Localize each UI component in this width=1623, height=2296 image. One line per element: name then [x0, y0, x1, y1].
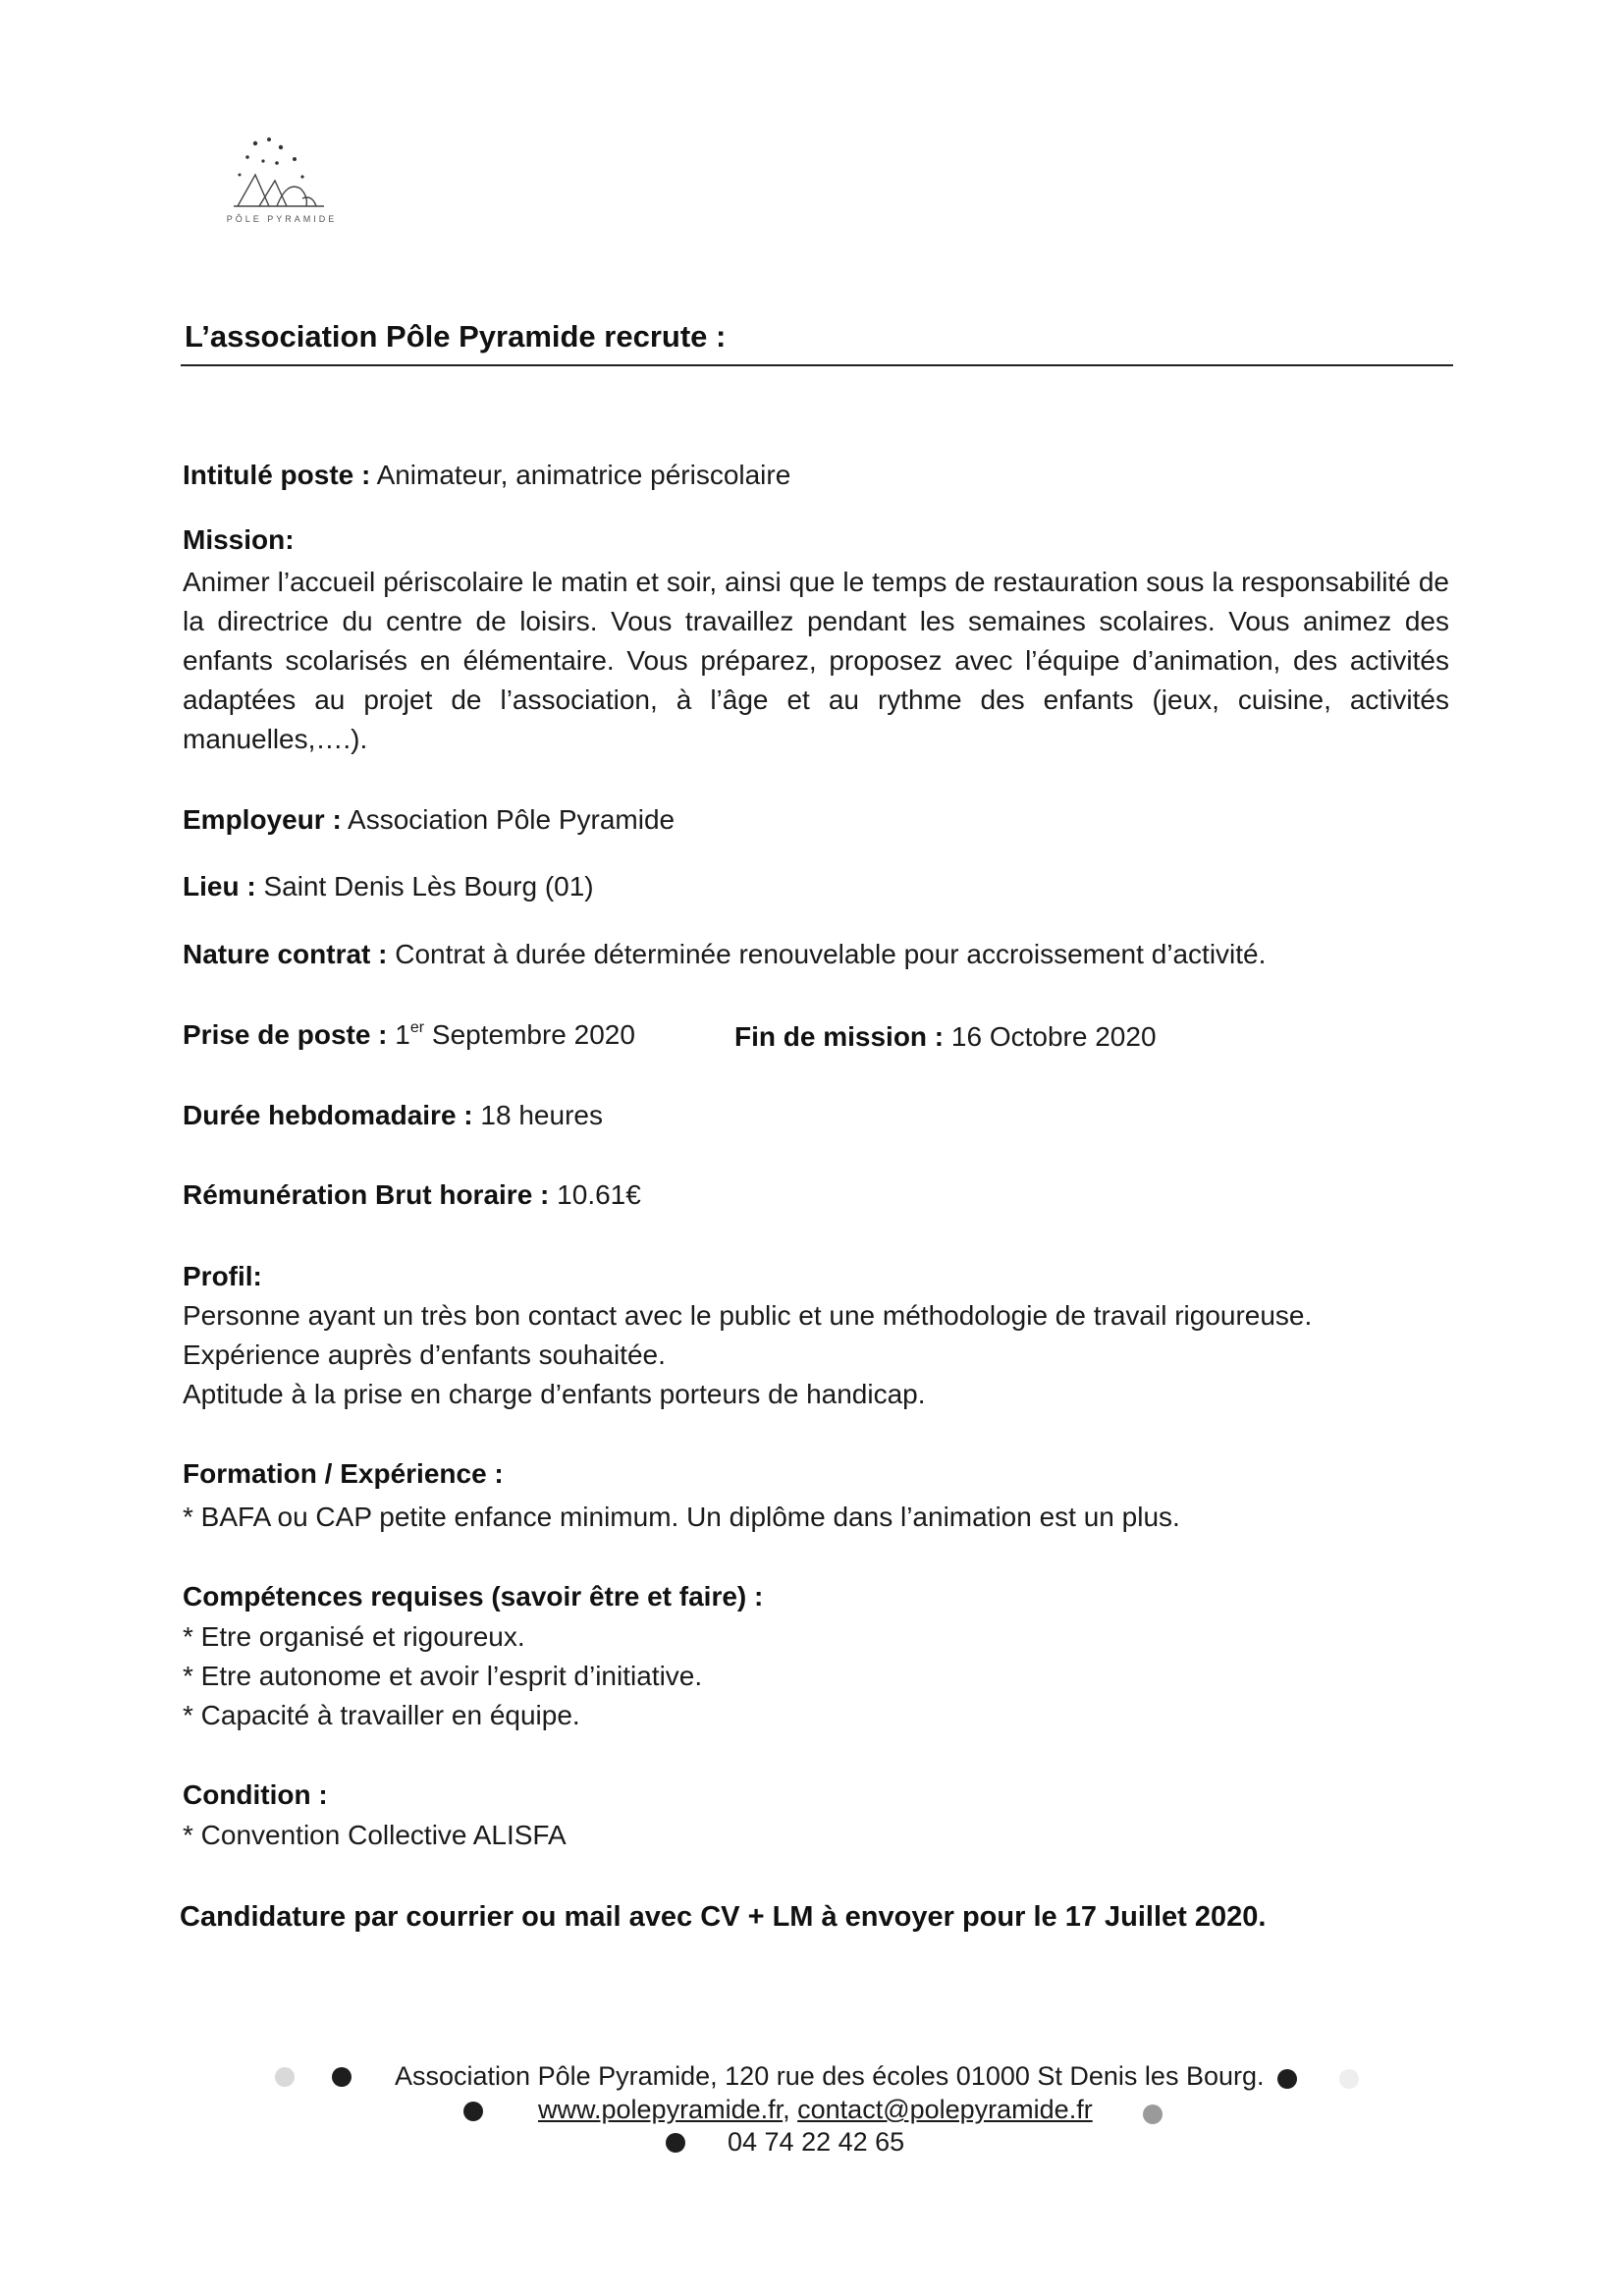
mission-label: Mission: [183, 524, 295, 555]
pay-value: 10.61€ [557, 1179, 641, 1210]
job-title-row [183, 456, 1449, 495]
condition-line: * Convention Collective ALISFA [183, 1820, 567, 1850]
location-value: Saint Denis Lès Bourg (01) [263, 871, 594, 902]
footer-dot-icon [463, 2102, 483, 2121]
application-instructions: Candidature par courrier ou mail avec CV + LM à envoyer pour le 17 Juillet 2020. [180, 1901, 1267, 1933]
weekly-hours-value: 18 heures [480, 1100, 603, 1130]
profile-line: Personne ayant un très bon contact avec le public et une méthodologie de travail rigoureuse. [183, 1300, 1313, 1331]
skills-label: Compétences requises (savoir être et faire) : [183, 1581, 764, 1612]
footer-dot-icon [275, 2067, 295, 2087]
footer-dot-icon [1339, 2069, 1359, 2089]
location-row [183, 867, 1449, 906]
pay-label: Rémunération Brut horaire : [183, 1179, 550, 1210]
logo-caption: PÔLE PYRAMIDE [226, 214, 338, 224]
start-date-row [183, 1015, 772, 1055]
pay-row [183, 1175, 1449, 1215]
start-date-day-suffix: er [409, 1019, 425, 1036]
contract-type-value: Contrat à durée déterminée renouvelable pour accroissement d’activité. [395, 939, 1267, 969]
employer-label: Employeur : [183, 804, 342, 835]
end-date-label: Fin de mission : [734, 1021, 945, 1052]
footer-separator: , [783, 2095, 790, 2124]
job-title-value: Animateur, animatrice périscolaire [376, 460, 791, 490]
skills-line: * Etre autonome et avoir l’esprit d’initiative. [183, 1661, 703, 1691]
job-title-label: Intitulé poste : [183, 460, 371, 490]
start-date-label: Prise de poste : [183, 1019, 388, 1050]
start-date-day: 1 [395, 1019, 410, 1050]
footer-contact-line [538, 2093, 1093, 2126]
pole-pyramide-logo [208, 130, 355, 238]
footer-dot-icon [666, 2133, 685, 2153]
weekly-hours-row [183, 1096, 1449, 1135]
condition-label: Condition : [183, 1779, 328, 1810]
skills-line: * Etre organisé et rigoureux. [183, 1621, 525, 1652]
mission-text: Animer l’accueil périscolaire le matin et soir, ainsi que le temps de restauration sous la responsabilité de la directrice du centre de loisirs. Vous travaillez pendant les semaines scolaires. Vous animez des enfants scolarisés en élémentaire. Vous préparez, proposez avec l’équipe d’animation, des activités adaptées au projet de l’association, à l’âge et au rythme des enfants (jeux, cuisine, activités manuelles,….). [183, 567, 1449, 754]
footer-website-link[interactable]: www.polepyramide.fr [538, 2095, 784, 2124]
training-list [183, 1498, 1449, 1537]
training-label: Formation / Expérience : [183, 1458, 504, 1489]
profile-label: Profil: [183, 1261, 262, 1291]
condition-list [183, 1816, 1449, 1855]
employer-value: Association Pôle Pyramide [348, 804, 676, 835]
location-label: Lieu : [183, 871, 256, 902]
skills-list [183, 1617, 1449, 1735]
profile-line: Aptitude à la prise en charge d’enfants porteurs de handicap. [183, 1379, 926, 1409]
footer-address: Association Pôle Pyramide, 120 rue des écoles 01000 St Denis les Bourg. [395, 2061, 1265, 2091]
end-date-row [734, 1017, 1324, 1057]
start-date-value: Septembre 2020 [431, 1019, 635, 1050]
training-line: * BAFA ou CAP petite enfance minimum. Un diplôme dans l’animation est un plus. [183, 1502, 1180, 1532]
footer-email-link[interactable]: contact@polepyramide.fr [797, 2095, 1093, 2124]
footer-phone: 04 74 22 42 65 [728, 2127, 905, 2157]
end-date-value: 16 Octobre 2020 [950, 1021, 1157, 1052]
profile-list [183, 1296, 1449, 1414]
skills-line: * Capacité à travailler en équipe. [183, 1700, 580, 1730]
employer-row [183, 800, 1449, 840]
contract-type-row [183, 935, 1449, 974]
pyramid-logo-icon [208, 130, 355, 214]
contract-type-label: Nature contrat : [183, 939, 388, 969]
page-heading: L’association Pôle Pyramide recrute : [185, 319, 727, 354]
footer-dot-icon [1277, 2069, 1297, 2089]
profile-line: Expérience auprès d’enfants souhaitée. [183, 1339, 666, 1370]
weekly-hours-label: Durée hebdomadaire : [183, 1100, 473, 1130]
footer-dot-icon [1143, 2105, 1163, 2124]
footer-dot-icon [332, 2067, 352, 2087]
heading-underline [181, 364, 1453, 366]
